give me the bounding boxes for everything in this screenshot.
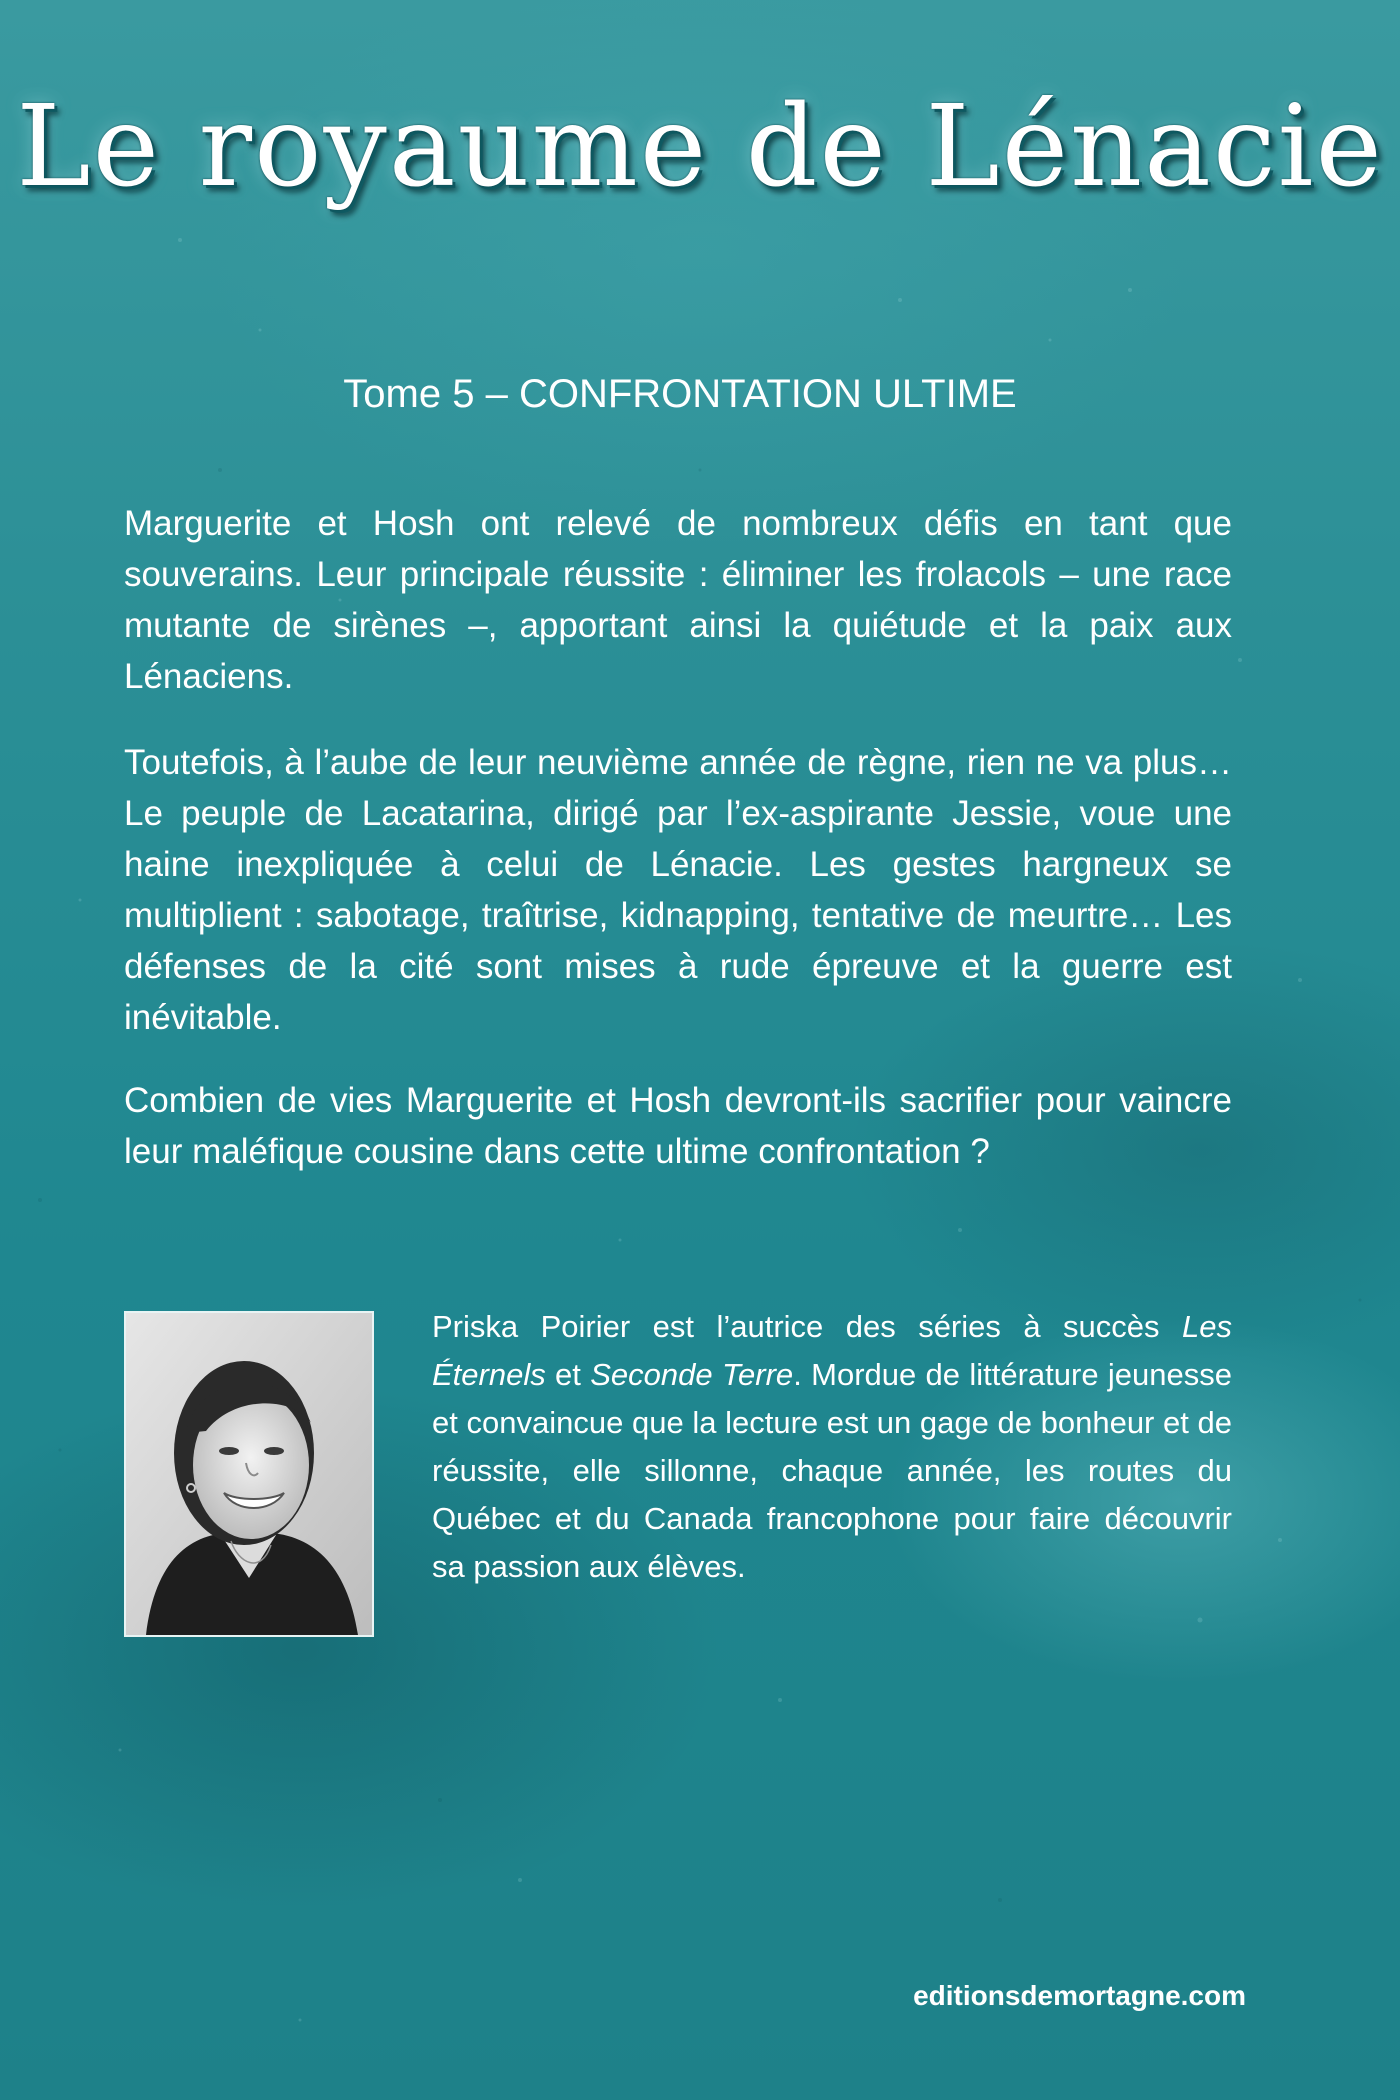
author-portrait-image <box>126 1313 372 1635</box>
author-bio-text-1: Priska Poirier est l’autrice des séries à succès <box>432 1309 1183 1344</box>
volume-subtitle: Tome 5 – CONFRONTATION ULTIME <box>343 372 1017 416</box>
series-title-les-eternels: Les Éternels <box>432 1309 1232 1392</box>
synopsis-paragraph-2: Toutefois, à l’aube de leur neuvième année de règne, rien ne va plus… Le peuple de Lacatarina, dirigé par l’ex-aspirante Jessie, voue une haine inexpliquée à celui de Lénacie. Les gestes hargneux se multiplient : sabotage, traîtrise, kidnapping, tentative de meurtre… Les défenses de la cité sont mises à rude épreuve et la guerre est inévitable. <box>124 743 1232 1037</box>
author-photo <box>124 1311 374 1637</box>
book-title: Le royaume de Lénacie <box>16 82 1384 212</box>
author-bio <box>432 1303 1232 1591</box>
synopsis-paragraph-1: Marguerite et Hosh ont relevé de nombreux défis en tant que souverains. Leur principale réussite : éliminer les frolacols – une race mutante de sirènes –, apportant ainsi la quiétude et la paix aux Lénaciens. <box>124 504 1232 696</box>
publisher-website: editionsdemortagne.com <box>913 1980 1246 2011</box>
author-bio-text-3: . Mordue de littérature jeunesse et convaincue que la lecture est un gage de bonheur et de réussite, elle sillonne, chaque année, les routes du Québec et du Canada francophone pour faire découvrir sa passion aux élèves. <box>432 1357 1233 1584</box>
synopsis-paragraph-3: Combien de vies Marguerite et Hosh devront-ils sacrifier pour vaincre leur maléfique cousine dans cette ultime confrontation ? <box>124 1081 1232 1171</box>
series-title-seconde-terre: Seconde Terre <box>590 1357 794 1392</box>
author-bio-text-2: et <box>545 1357 591 1392</box>
